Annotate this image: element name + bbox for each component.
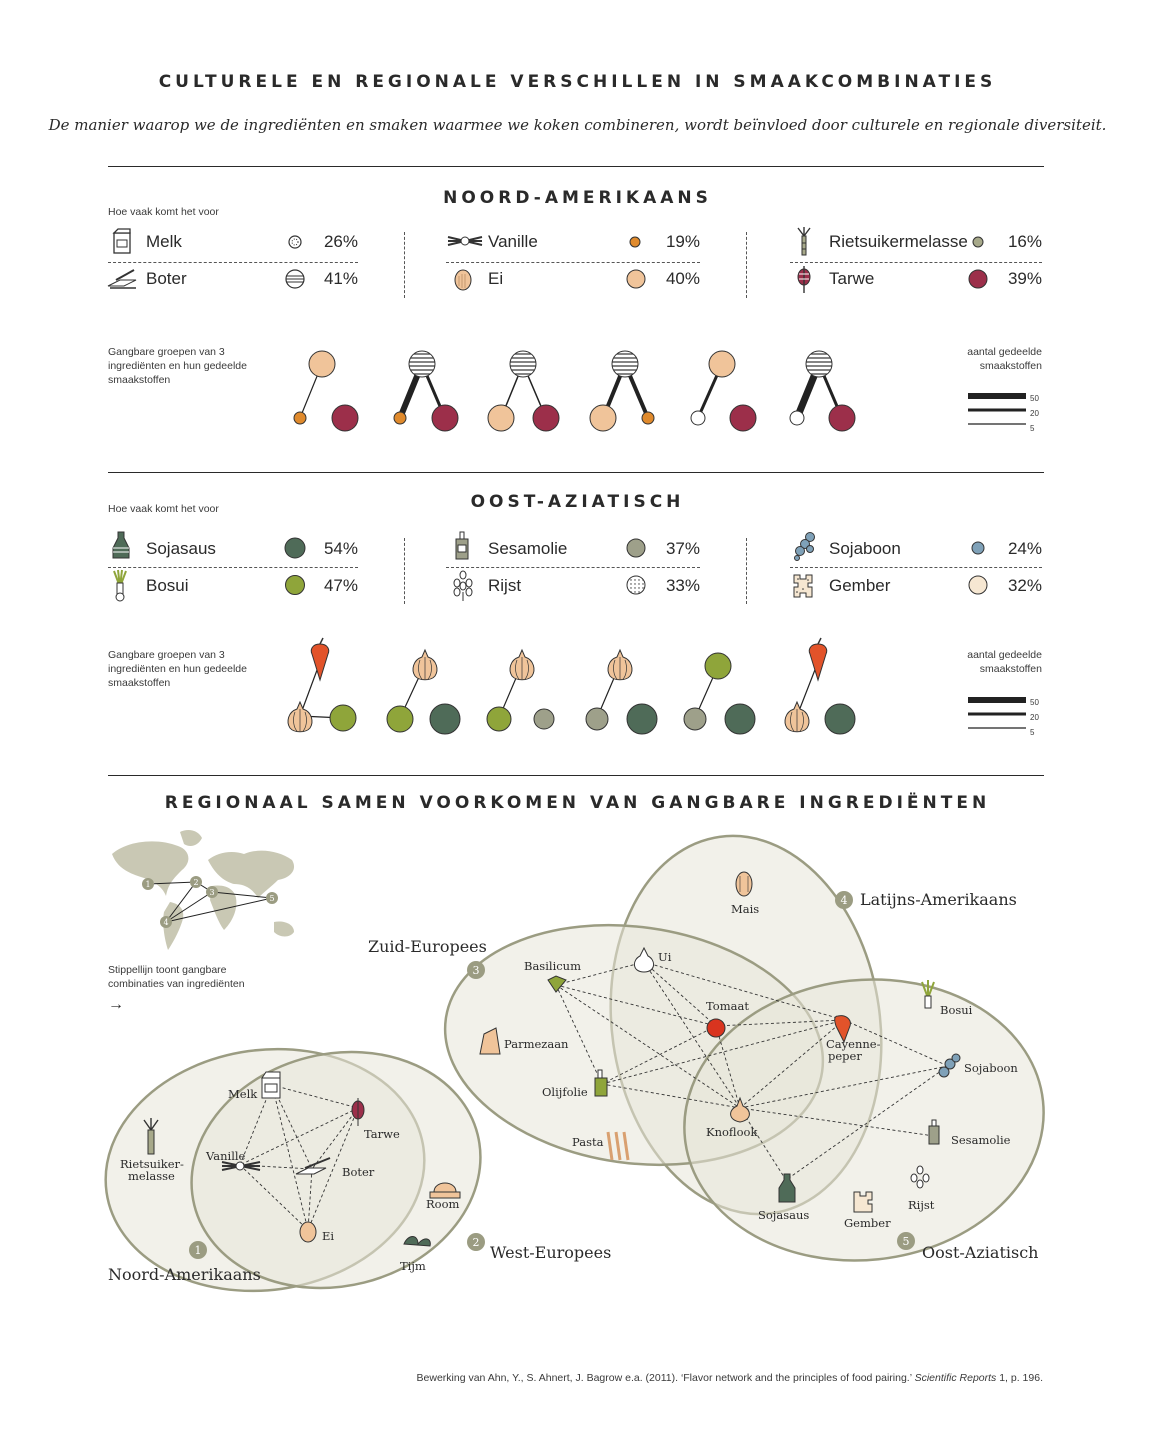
page-subtitle: De manier waarop we de ingrediënten en smaken waarmee we koken combineren, wordt beïnvloed door culturele en regionale diversiteit. — [48, 116, 1107, 134]
ingredient-pct: 41% — [323, 269, 358, 288]
column-separator — [404, 538, 405, 604]
label-bosui: Bosui — [940, 1003, 973, 1017]
arrow-icon: → — [108, 996, 124, 1013]
legend-title: aantal gedeelde smaakstoffen — [967, 346, 1042, 372]
legend-title: aantal gedeelde smaakstoffen — [967, 649, 1042, 675]
region-name-south-european: Zuid-Europees — [368, 937, 487, 956]
label-parmezaan: Parmezaan — [504, 1037, 569, 1051]
ingredient-name: Melk — [146, 232, 182, 251]
egg-icon — [300, 1222, 316, 1242]
svg-text:4: 4 — [840, 894, 848, 907]
ingredient-pct: 47% — [323, 576, 358, 595]
legend-values: 50 20 5 — [1030, 698, 1039, 737]
map-note: Stippellijn toont gangbare combinaties van ingrediënten — [108, 964, 245, 990]
label-melasse: melasse — [128, 1169, 175, 1183]
svg-text:4: 4 — [163, 918, 169, 927]
ingredient-name: Sojaboon — [829, 539, 901, 558]
ingredient-name: Rijst — [488, 576, 522, 595]
ingredient-name: Sesamolie — [488, 539, 568, 558]
ingredient-pct: 16% — [1007, 232, 1042, 251]
label-sojasaus: Sojasaus — [758, 1208, 810, 1222]
svg-text:1: 1 — [145, 880, 151, 889]
ginger-icon — [790, 571, 816, 601]
corn-icon — [736, 872, 752, 896]
label-sesamolie: Sesamolie — [951, 1133, 1011, 1147]
label-mais: Mais — [731, 902, 760, 916]
ingredient-pct: 37% — [665, 539, 700, 558]
frequency-label: Hoe vaak komt het voor — [108, 503, 219, 515]
groups-label: Gangbare groepen van 3 ingrediënten en hun gedeelde smaakstoffen — [108, 346, 247, 386]
label-vanille: Vanille — [206, 1149, 246, 1163]
triplet-3 — [488, 351, 559, 431]
ingredient-name: Rietsuikermelasse — [829, 232, 968, 251]
divider — [108, 775, 1044, 776]
svg-text:5: 5 — [269, 894, 275, 903]
page-title: CULTURELE EN REGIONALE VERSCHILLEN IN SMAAKCOMBINATIES — [158, 72, 997, 92]
ingredient-pct: 40% — [665, 269, 700, 288]
vanilla-icon — [222, 1162, 260, 1170]
ingredient-name: Tarwe — [829, 269, 875, 288]
label-ei: Ei — [322, 1229, 335, 1243]
ingredient-name: Gember — [829, 576, 891, 595]
ingredient-pct: 26% — [323, 232, 358, 251]
label-pasta: Pasta — [572, 1135, 604, 1149]
region-name-north-american: Noord-Amerikaans — [108, 1265, 261, 1284]
row-divider — [790, 567, 1042, 568]
egg-icon — [452, 266, 474, 292]
label-rijst: Rijst — [908, 1198, 935, 1212]
region-name-latin-american: Latijns-Amerikaans — [860, 890, 1017, 909]
tomato-icon — [707, 1019, 725, 1037]
svg-text:2: 2 — [193, 878, 199, 887]
ingredient-name: Boter — [146, 269, 187, 288]
region-name-east-asian: Oost-Aziatisch — [922, 1243, 1039, 1262]
ingredient-triplets-north-american — [270, 340, 870, 440]
triplet-1 — [294, 351, 358, 431]
label-ui: Ui — [658, 950, 672, 964]
svg-text:1: 1 — [194, 1244, 202, 1257]
triplet-4 — [590, 351, 654, 431]
ingredient-pct: 39% — [1007, 269, 1042, 288]
label-boter: Boter — [342, 1165, 375, 1179]
label-olijfolie: Olijfolie — [542, 1085, 588, 1099]
column-separator — [404, 232, 405, 298]
row-divider — [108, 262, 358, 263]
ingredient-name: Bosui — [146, 576, 189, 595]
label-rietsuiker: Rietsuiker- — [120, 1157, 184, 1171]
ingredient-name: Ei — [488, 269, 504, 288]
svg-text:3: 3 — [209, 888, 215, 897]
wheat-icon — [794, 264, 814, 294]
sugarcane-icon — [794, 226, 814, 256]
region-name-west-european: West-Europees — [490, 1243, 612, 1262]
triplet-2 — [387, 650, 460, 734]
soybean-icon — [792, 531, 818, 561]
svg-text:3: 3 — [472, 964, 480, 977]
line-width-legend — [966, 694, 1028, 734]
soy-sauce-icon — [110, 530, 132, 560]
triplet-6 — [790, 351, 855, 431]
triplet-5 — [691, 351, 756, 431]
butter-icon — [106, 266, 138, 292]
label-cayenne1: Cayenne- — [826, 1037, 881, 1051]
section-title-north-american: NOORD-AMERIKAANS — [443, 188, 712, 208]
legend-values: 50 20 5 — [1030, 394, 1039, 433]
section-title-regional: REGIONAAL SAMEN VOORKOMEN VAN GANGBARE INGREDIËNTEN — [164, 793, 991, 813]
label-tomaat: Tomaat — [706, 999, 749, 1013]
ingredient-pct: 24% — [1007, 539, 1042, 558]
triplet-2 — [394, 351, 458, 431]
rice-icon — [452, 570, 474, 602]
triplet-6 — [785, 638, 855, 734]
label-tarwe: Tarwe — [364, 1127, 400, 1141]
sesame-oil-icon — [453, 531, 471, 561]
ingredient-name: Vanille — [488, 232, 538, 251]
ingredient-pct: 32% — [1007, 576, 1042, 595]
scallion-icon — [110, 569, 130, 603]
label-basilicum: Basilicum — [524, 959, 581, 973]
ingredient-pct: 33% — [665, 576, 700, 595]
ingredient-name: Sojasaus — [146, 539, 216, 558]
section-title-east-asian: OOST-AZIATISCH — [470, 492, 685, 512]
label-knoflook: Knoflook — [706, 1125, 758, 1139]
milk-carton-icon — [262, 1072, 280, 1098]
region-network — [0, 820, 1155, 1320]
label-room: Room — [426, 1197, 460, 1211]
divider — [108, 166, 1044, 167]
row-divider — [108, 567, 358, 568]
triplet-1 — [288, 638, 356, 732]
groups-label: Gangbare groepen van 3 ingrediënten en hun gedeelde smaakstoffen — [108, 649, 247, 689]
svg-text:5: 5 — [902, 1235, 910, 1248]
ingredient-pct: 19% — [665, 232, 700, 251]
triplet-4 — [586, 650, 657, 734]
column-separator — [746, 538, 747, 604]
line-width-legend — [966, 390, 1028, 430]
label-sojaboon: Sojaboon — [964, 1061, 1018, 1075]
row-divider — [446, 567, 700, 568]
vanilla-icon — [446, 231, 484, 251]
label-tijm: Tijm — [400, 1259, 426, 1273]
ingredient-triplets-east-asian — [270, 636, 870, 746]
triplet-5 — [684, 653, 755, 734]
source-citation: Bewerking van Ahn, Y., S. Ahnert, J. Bagrow e.a. (2011). ‘Flavor network and the principles of food pairing.’ Scientific Reports 1, p. 196. — [416, 1372, 1043, 1384]
column-separator — [746, 232, 747, 298]
frequency-label: Hoe vaak komt het voor — [108, 206, 219, 218]
label-melk: Melk — [228, 1087, 258, 1101]
divider — [108, 472, 1044, 473]
label-cayenne2: peper — [828, 1049, 862, 1063]
milk-carton-icon — [108, 228, 136, 256]
row-divider — [446, 262, 700, 263]
label-gember: Gember — [844, 1216, 891, 1230]
triplet-3 — [487, 650, 554, 731]
svg-text:2: 2 — [472, 1236, 480, 1249]
row-divider — [790, 262, 1042, 263]
ingredient-pct: 54% — [323, 539, 358, 558]
